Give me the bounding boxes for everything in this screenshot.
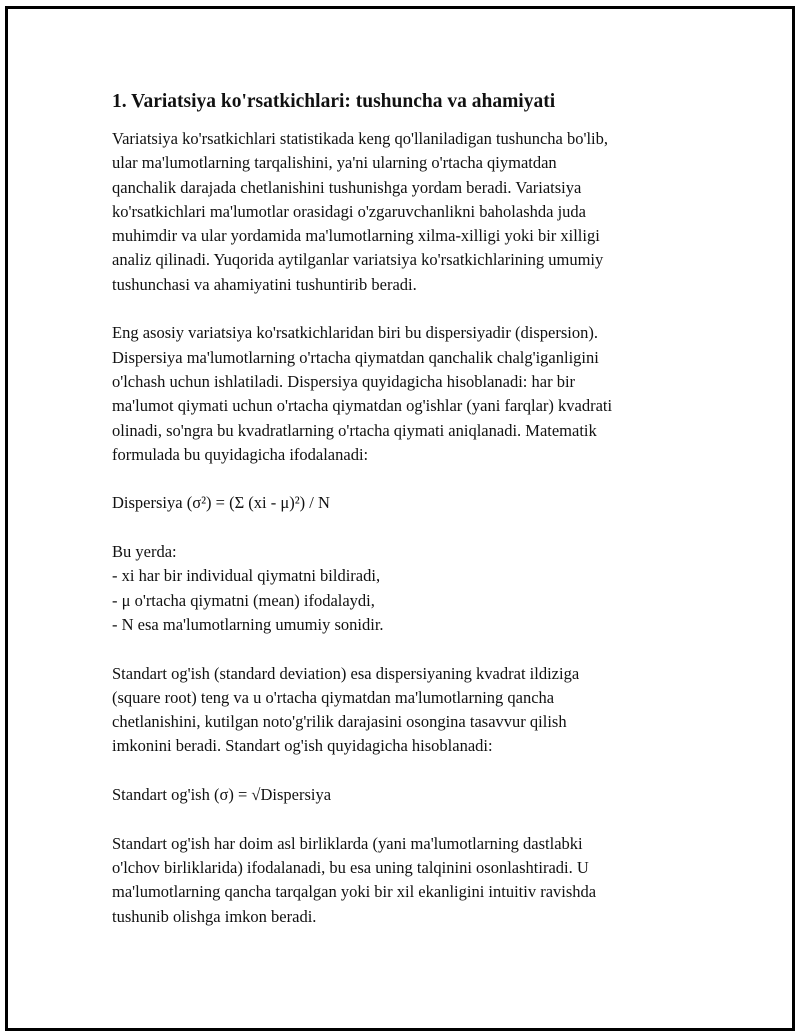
text-line: Standart og'ish har doim asl birliklarda (yani ma'lumotlarning dastlabki [112,833,583,853]
section-heading: 1. Variatsiya ko'rsatkichlari: tushuncha va ahamiyati [112,91,556,112]
paragraph-conclusion [112,832,692,929]
formula-dispersion [112,491,692,515]
formula-line: Dispersiya (σ²) = (Σ (xi - μ)²) / N [112,493,330,513]
text-line: Variatsiya ko'rsatkichlari statistikada keng qo'llaniladigan tushuncha bo'lib, [112,129,609,148]
text-line: tushunib olishga imkon beradi. [112,906,317,926]
paragraph-legend [112,540,692,637]
paragraph-standard-deviation [112,662,692,759]
text-line: Dispersiya ma'lumotlarning o'rtacha qiymatdan qanchalik chalg'iganligini [112,347,599,367]
text-line: ular ma'lumotlarning tarqalishini, ya'ni ularning o'rtacha qiymatdan [112,153,557,173]
paragraph-dispersion [112,321,692,467]
document-body [112,89,692,953]
text-line: chetlanishini, kutilgan noto'g'rilik darajasini osongina tasavvur qilish [112,712,567,732]
text-line: qanchalik darajada chetlanishini tushunishga yordam beradi. Variatsiya [112,177,582,197]
text-line: Eng asosiy variatsiya ko'rsatkichlaridan biri bu dispersiyadir (dispersion). [112,323,598,343]
text-line: (square root) teng va u o'rtacha qiymatdan ma'lumotlarning qancha [112,687,555,707]
text-line: ko'rsatkichlari ma'lumotlar orasidagi o'zgaruvchanlikni baholashda juda [112,201,586,221]
text-line: Bu yerda: [112,542,177,562]
text-line: imkonini beradi. Standart og'ish quyidagicha hisoblanadi: [112,736,493,756]
text-line: ma'lumotlarning qancha tarqalgan yoki bir xil ekanligini intuitiv ravishda [112,882,597,902]
formula-line: Standart og'ish (σ) = √Dispersiya [112,785,332,805]
text-line: olinadi, so'ngra bu kvadratlarning o'rtacha qiymati aniqlanadi. Matematik [112,420,597,440]
list-item: - N esa ma'lumotlarning umumiy sonidir. [112,614,384,634]
text-line: tushunchasi va ahamiyatini tushuntirib beradi. [112,274,417,294]
text-line: o'lchash uchun ishlatiladi. Dispersiya quyidagicha hisoblanadi: har bir [112,371,576,391]
formula-standard-deviation [112,783,692,807]
text-line: o'lchov birliklarida) ifodalanadi, bu esa uning talqinini osonlashtiradi. U [112,857,589,877]
text-line: muhimdir va ular yordamida ma'lumotlarning xilma-xilligi yoki bir xilligi [112,226,600,246]
text-line: formulada bu quyidagicha ifodalanadi: [112,444,369,464]
text-line: ma'lumot qiymati uchun o'rtacha qiymatdan og'ishlar (yani farqlar) kvadrati [112,396,613,416]
list-item: - xi har bir individual qiymatni bildiradi, [112,566,381,586]
text-line: analiz qilinadi. Yuqorida aytilganlar variatsiya ko'rsatkichlarining umumiy [112,250,604,270]
list-item: - μ o'rtacha qiymatni (mean) ifodalaydi, [112,590,375,610]
text-line: Standart og'ish (standard deviation) esa dispersiyaning kvadrat ildiziga [112,663,580,683]
paragraph-intro [112,127,692,297]
